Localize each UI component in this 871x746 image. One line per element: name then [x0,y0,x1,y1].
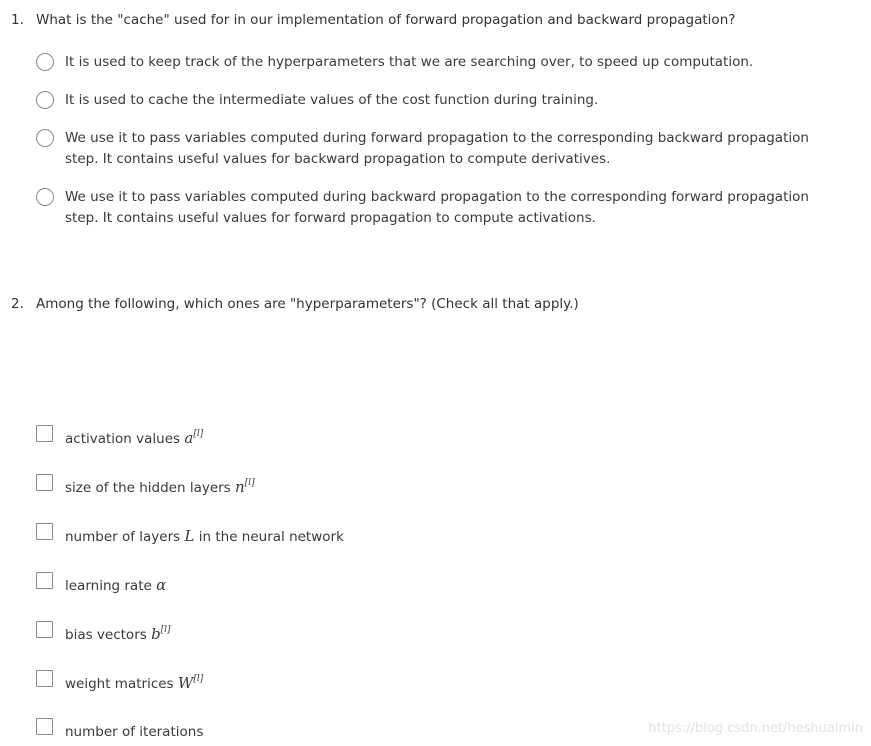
math-superscript: [l] [160,625,171,635]
math-superscript: [l] [244,478,255,488]
question-2-number: 2. [11,296,24,312]
question-2-text: Among the following, which ones are "hyperparameters"? (Check all that apply.) [36,296,579,312]
math-symbol: b [151,625,161,643]
math-symbol: L [184,527,195,545]
q2-option-5-label: bias vectors b[l] [65,625,171,643]
watermark: https://blog.csdn.net/heshuaimin [648,721,863,736]
math-symbol: W [177,674,194,692]
checkbox[interactable] [36,718,53,735]
math-symbol: n [235,478,245,496]
question-1-text: What is the "cache" used for in our implementation of forward propagation and backward propagation? [36,12,736,28]
checkbox[interactable] [36,425,53,442]
radio-button[interactable] [36,188,54,206]
radio-button[interactable] [36,91,54,109]
radio-button[interactable] [36,129,54,147]
q1-option-2-label: It is used to cache the intermediate values of the cost function during training. [65,92,599,108]
q1-option-3-label: We use it to pass variables computed during forward propagation to the corresponding backward propagation step. It contains useful values for backward propagation to compute derivatives. [65,130,809,167]
math-superscript: [l] [193,674,204,684]
radio-button[interactable] [36,53,54,71]
q2-option-2-label: size of the hidden layers n[l] [65,478,255,496]
checkbox[interactable] [36,523,53,540]
checkbox[interactable] [36,621,53,638]
math-symbol: a [184,429,194,447]
q2-option-6-label: weight matrices W[l] [65,674,204,692]
q1-option-4-label: We use it to pass variables computed during backward propagation to the corresponding forward propagation step. It contains useful values for forward propagation to compute activations. [65,189,809,226]
question-2-prompt [11,294,579,314]
q2-option-4-label: learning rate α [65,576,167,594]
q2-option-7-label: number of iterations [65,724,204,740]
checkbox[interactable] [36,474,53,491]
q2-option-3-label: number of layers L in the neural network [65,527,344,545]
question-1-prompt [11,10,735,30]
question-1-number: 1. [11,12,24,28]
math-superscript: [l] [193,429,204,439]
q1-option-1-label: It is used to keep track of the hyperparameters that we are searching over, to speed up computation. [65,54,754,70]
checkbox[interactable] [36,670,53,687]
math-symbol: α [156,576,167,594]
checkbox[interactable] [36,572,53,589]
q2-option-1-label: activation values a[l] [65,429,204,447]
